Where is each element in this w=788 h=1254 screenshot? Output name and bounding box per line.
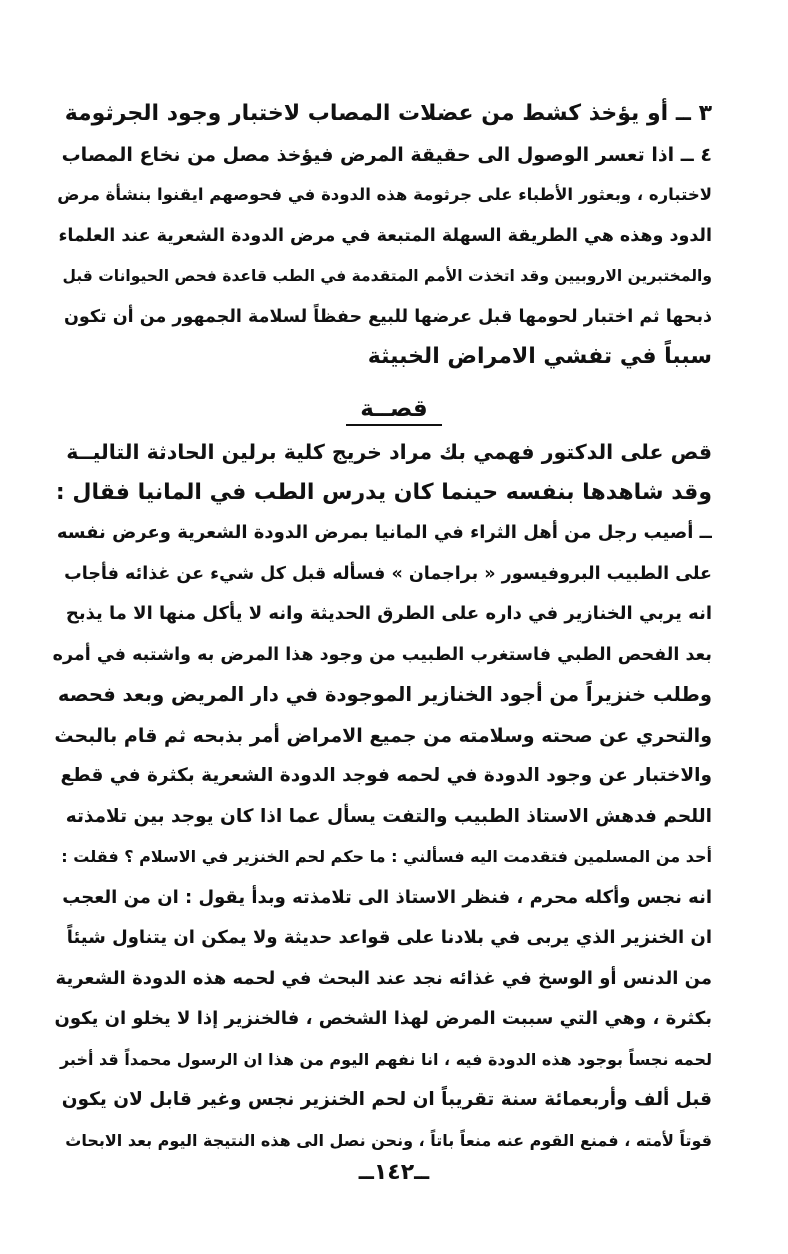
text-line: ــ أصيب رجل من أهل الثراء في المانيا بمرض الدودة الشعرية وعرض نفسه xyxy=(56,522,712,543)
text-line: ٤ ــ اذا تعسر الوصول الى حقيقة المرض فيؤخذ مصل من نخاع المصاب xyxy=(61,143,712,166)
text-line: والاختبار عن وجود الدودة في لحمه فوجد الدودة الشعرية بكثرة في قطع xyxy=(60,765,712,786)
text-line: وقد شاهدها بنفسه حينما كان يدرس الطب في المانيا فقال : xyxy=(55,479,712,505)
text-line: قبل ألف وأربعمائة سنة تقريباً ان لحم الخنزير نجس وغير قابل لان يكون xyxy=(61,1089,712,1110)
page-number: ــ١٤٢ــ xyxy=(358,1160,430,1185)
text-line: لاختباره ، وبعثور الأطباء على جرثومة هذه الدودة في فحوصهم ايقنوا بنشأة مرض xyxy=(57,185,712,204)
text-line: قص على الدكتور فهمي بك مراد خريج كلية برلين الحادثة التاليــة xyxy=(66,440,712,464)
text-line: انه يربي الخنازير في داره على الطرق الحديثة وانه لا يأكل منها الا ما يذبح xyxy=(65,603,712,624)
text-line: قوتاً لأمته ، فمنع القوم عنه منعاً باتاً ، ونحن نصل الى هذه النتيجة اليوم بعد الابحاث xyxy=(65,1130,712,1150)
text-line: على الطبيب البروفيسور « براجمان » فسأله قبل كل شيء عن غذائه فأجاب xyxy=(64,563,712,584)
text-line: ان الخنزير الذي يربى في بلادنا على قواعد حديثة ولا يمكن ان يتناول شيئاً xyxy=(66,927,712,948)
text-line: الدود وهذه هي الطريقة السهلة المتبعة في مرض الدودة الشعرية عند العلماء xyxy=(58,225,712,246)
text-line: انه نجس وأكله محرم ، فنظر الاستاذ الى تلامذته وبدأ يقول : ان من العجب xyxy=(62,886,712,908)
text-line: لحمه نجساً بوجود هذه الدودة فيه ، انا نفهم اليوم من هذا ان الرسول محمداً قد أخبر xyxy=(59,1049,712,1069)
section-heading xyxy=(0,392,788,426)
text-line: وطلب خنزيراً من أجود الخنازير الموجودة في دار المريض وبعد فحصه xyxy=(57,683,712,706)
text-line: اللحم فدهش الاستاذ الطبيب والتفت يسأل عما اذا كان يوجد بين تلامذته xyxy=(65,805,712,827)
text-line: سبباً في تفشي الامراض الخبيثة xyxy=(367,344,712,369)
text-line: والمختبرين الاروبيين وقد اتخذت الأمم المتقدمة في الطب قاعدة فحص الحيوانات قبل xyxy=(62,267,712,285)
text-line: بعد الفحص الطبي فاستغرب الطبيب من وجود هذا المرض به واشتبه في أمره xyxy=(52,644,712,665)
text-line: ٣ ــ أو يؤخذ كشط من عضلات المصاب لاختبار وجود الجرثومة xyxy=(64,101,712,126)
text-line: من الدنس أو الوسخ في غذائه نجد عند البحث في لحمه هذه الدودة الشعرية xyxy=(55,967,712,989)
section-heading-text: قصــة xyxy=(346,396,441,426)
text-line: والتحري عن صحته وسلامته من جميع الامراض أمر بذبحه ثم قام بالبحث xyxy=(54,724,712,747)
text-line: ذبحها ثم اختبار لحومها قبل عرضها للبيع حفظاً لسلامة الجمهور من أن تكون xyxy=(63,306,712,327)
text-line: أحد من المسلمين فتقدمت اليه فسألني : ما حكم لحم الخنزير في الاسلام ؟ فقلت : xyxy=(61,847,712,866)
text-line: بكثرة ، وهي التي سببت المرض لهذا الشخص ، فالخنزير إذا لا يخلو ان يكون xyxy=(54,1008,712,1029)
paragraph-story xyxy=(52,432,712,1161)
paragraph-diagnosis xyxy=(52,94,712,378)
